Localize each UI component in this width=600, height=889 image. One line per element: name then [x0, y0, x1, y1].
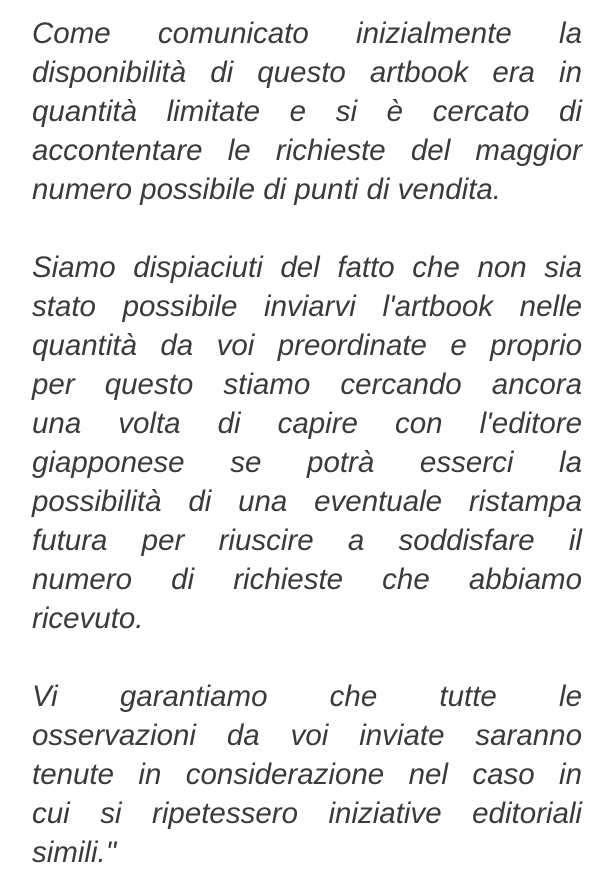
text-line: Siamo dispiaciuti del fatto che non sia	[32, 251, 582, 284]
text-line: una volta di capire con l'editore	[32, 407, 582, 440]
text-line: possibilità di una eventuale ristampa	[32, 485, 582, 518]
text-line: stato possibile inviarvi l'artbook nelle	[32, 290, 582, 323]
paragraph-1	[32, 14, 582, 209]
text-line: osservazioni da voi inviate saranno	[32, 719, 582, 752]
text-line: futura per riuscire a soddisfare il	[32, 524, 582, 557]
text-line: quantità da voi preordinate e proprio	[32, 329, 582, 362]
paragraph-2	[32, 248, 582, 638]
text-line: giapponese se potrà esserci la	[32, 446, 582, 479]
text-line: disponibilità di questo artbook era in	[32, 56, 582, 89]
text-line: cui si ripetessero iniziative editoriali	[32, 797, 582, 830]
text-line: simili."	[32, 836, 117, 869]
text-line: quantità limitate e si è cercato di	[32, 95, 582, 128]
text-line: accontentare le richieste del maggior	[32, 134, 582, 167]
text-line: Vi garantiamo che tutte le	[32, 680, 582, 713]
text-line: Come comunicato inizialmente la	[32, 17, 582, 50]
text-line: per questo stiamo cercando ancora	[32, 368, 582, 401]
text-line: tenute in considerazione nel caso in	[32, 758, 582, 791]
document-body	[32, 14, 582, 872]
text-line: numero di richieste che abbiamo	[32, 563, 582, 596]
paragraph-3	[32, 677, 582, 872]
text-line: numero possibile di punti di vendita.	[32, 173, 502, 206]
text-line: ricevuto.	[32, 602, 144, 635]
